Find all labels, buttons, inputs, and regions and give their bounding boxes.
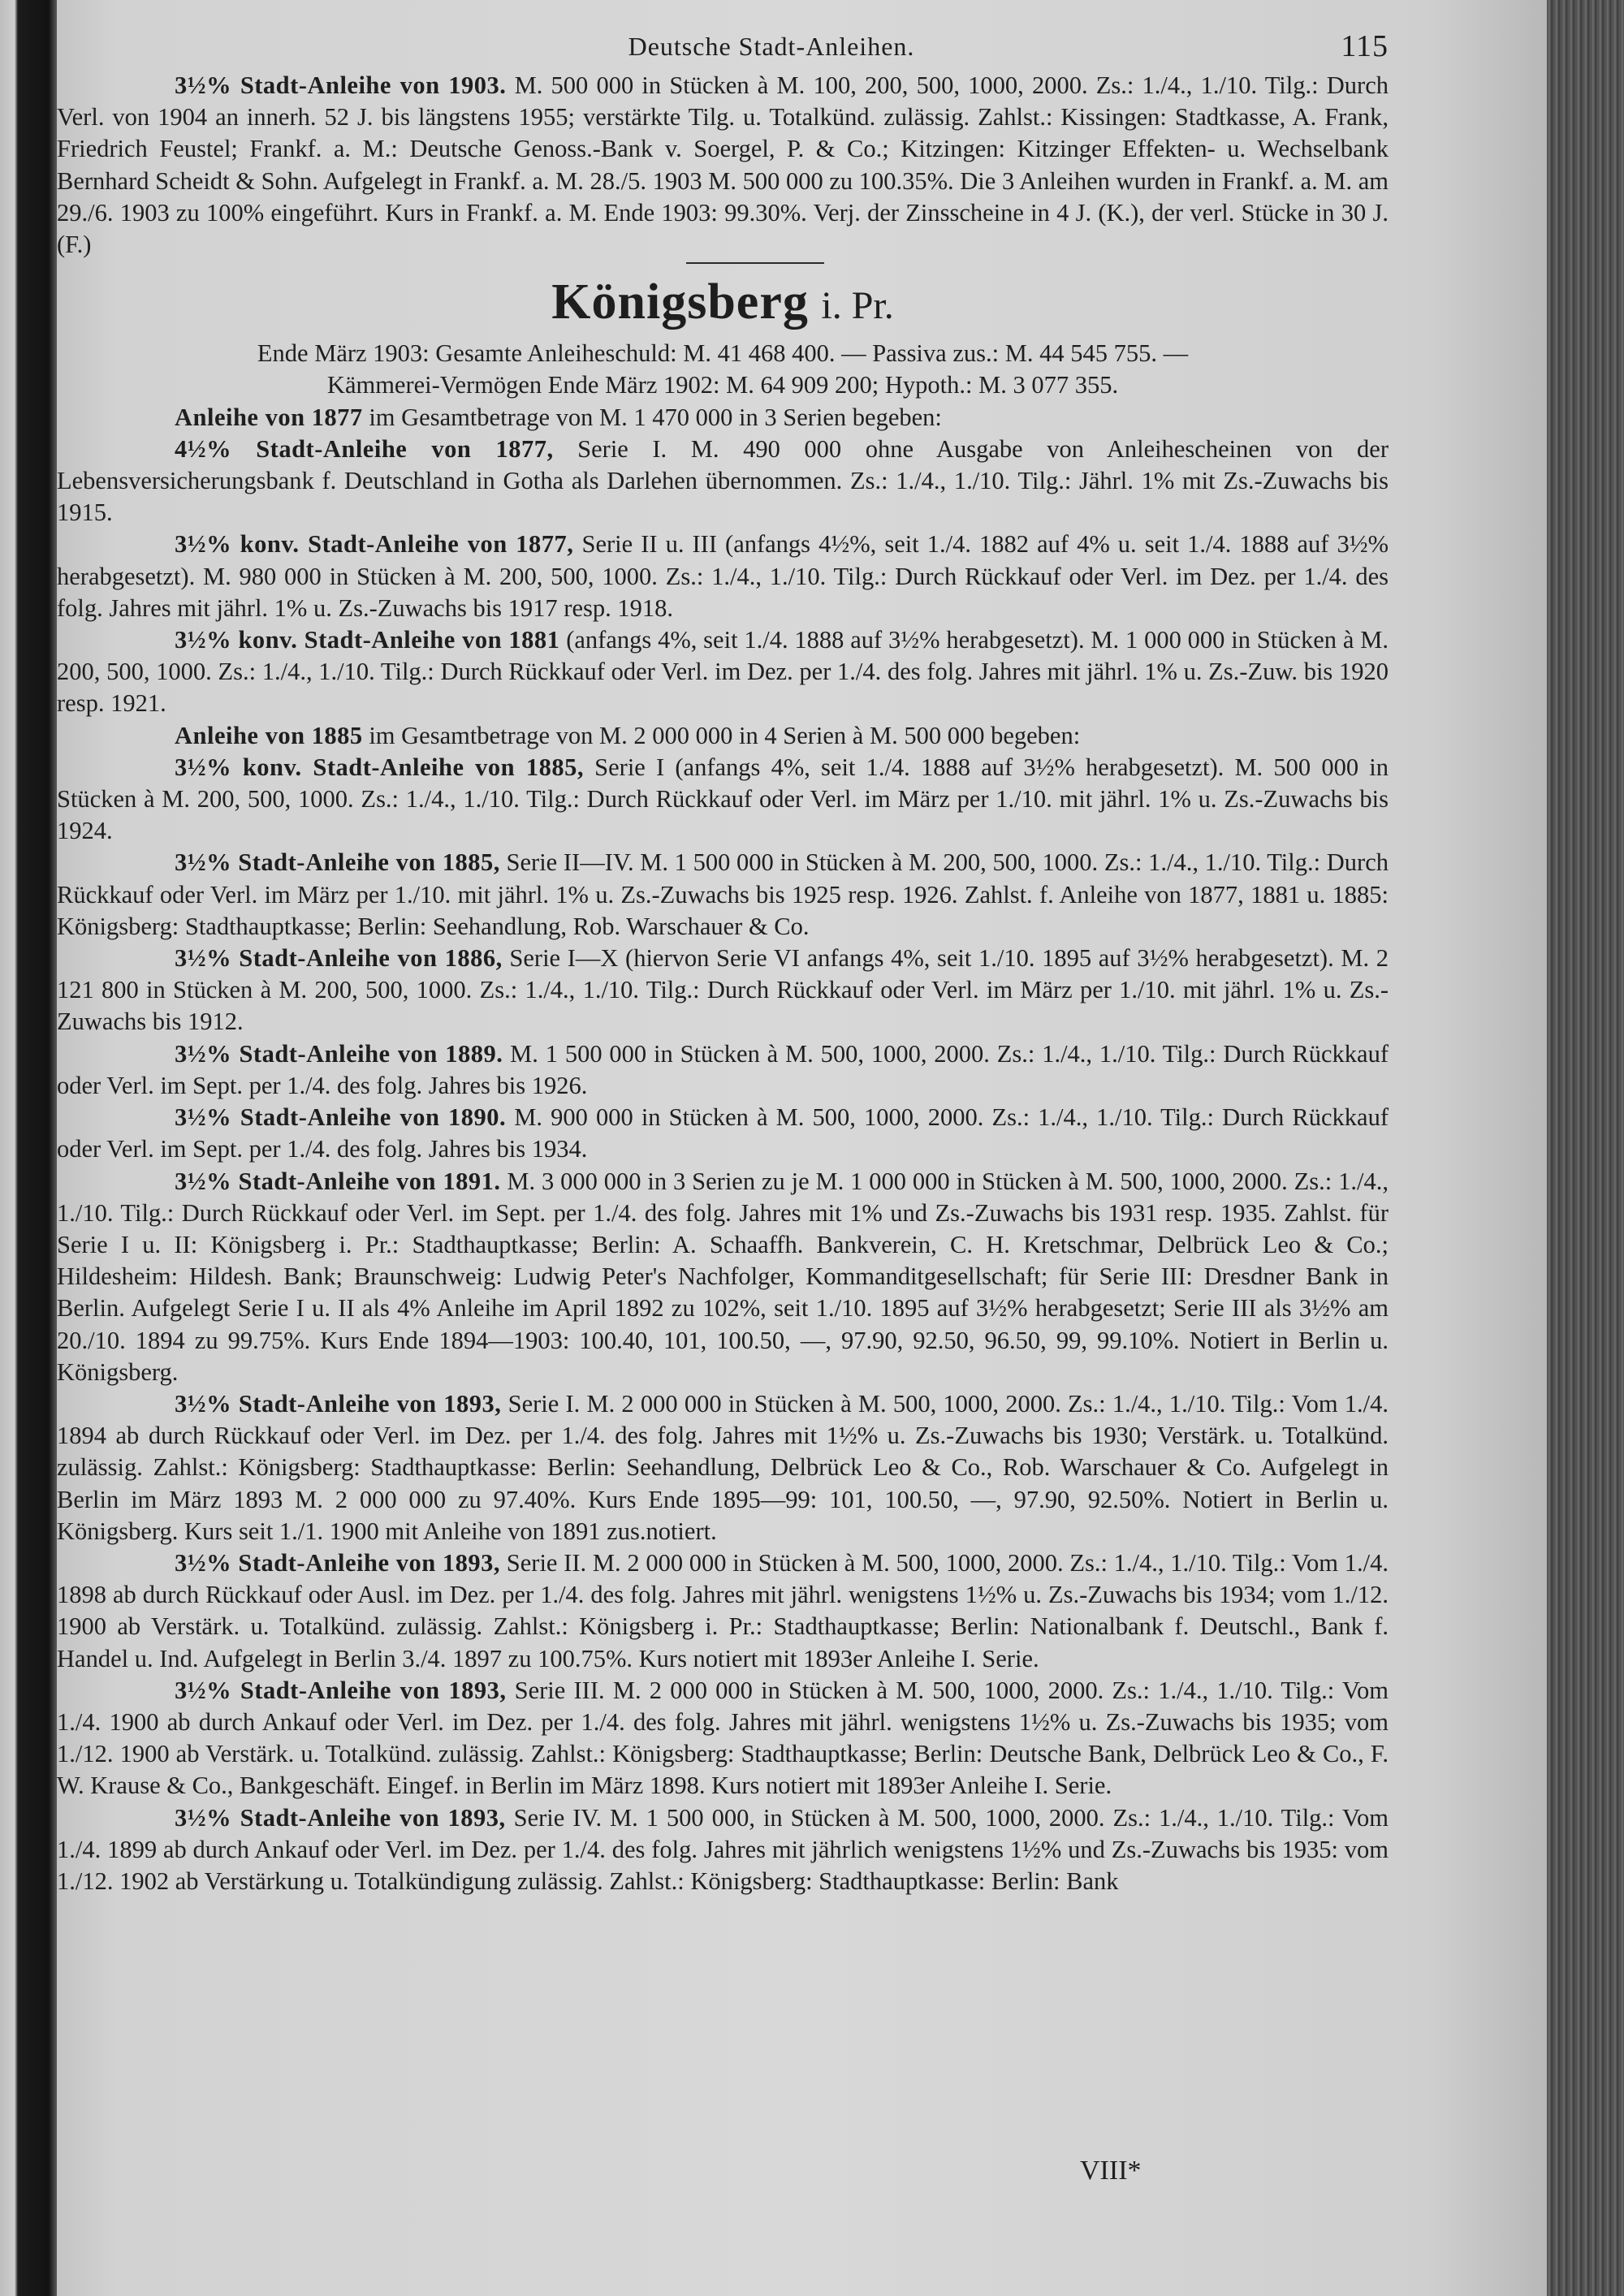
- loan-text: M. 900 000 in Stücken à M. 500, 1000, 2000. Zs.: 1./4., 1./10. Tilg.: Durch Rückkauf oder Verl. im Sept. per 1./4. des folg. Jahres bis 1934.: [57, 1103, 1389, 1163]
- loan-text: Serie IV. M. 1 500 000, in Stücken à M. 500, 1000, 2000. Zs.: 1./4., 1./10. Tilg.: Vom 1./4. 1899 ab durch Ankauf oder Verl. im Dez. per 1./4. des folg. Jahres mit jährlich wenigstens 1½% und Zs.-Zuwachs bis 1935: vom 1./12. 1902 ab Verstärkung u. Totalkündigung zulässig. Zahlst.: Königsberg: Stadthauptkasse: Berlin: Bank: [57, 1803, 1389, 1895]
- loan-text: M. 1 500 000 in Stücken à M. 500, 1000, 2000. Zs.: 1./4., 1./10. Tilg.: Durch Rückkauf oder Verl. im Sept. per 1./4. des folg. Jahres bis 1926.: [57, 1039, 1389, 1099]
- page-number: 115: [1341, 29, 1389, 63]
- loan-text: Serie I (anfangs 4%, seit 1./4. 1888 auf 3½% herabgesetzt). M. 500 000 in Stücken à M. 200, 500, 1000. Zs.: 1./4., 1./10. Tilg.: Durch Rückkauf oder Verl. im März per 1./10. mit jährl. 1% u. Zs.-Zuwachs bis 1924.: [57, 753, 1389, 845]
- loan-head: Anleihe von 1885: [175, 721, 363, 749]
- loan-entry: [57, 624, 1389, 720]
- loan-entry: [57, 847, 1389, 943]
- loan-head: 4½% Stadt-Anleihe von 1877,: [175, 434, 554, 463]
- loan-entry: [57, 752, 1389, 848]
- loan-text: Serie I. M. 2 000 000 in Stücken à M. 500, 1000, 2000. Zs.: 1./4., 1./10. Tilg.: Vom 1./4. 1894 ab durch Rückkauf oder Verl. im Dez. per 1./4. des folg. Jahres mit 1½% u. Zs.-Zuwachs bis 1930; Verstärk. u. Totalkünd. zulässig. Zahlst.: Königsberg: Stadthauptkasse: Berlin: Seehandlung, Delbrück Leo & Co., Rob. Warschauer & Co. Aufgelegt in Berlin im März 1893 M. 2 000 000 zu 97.40%. Kurs Ende 1895—99: 101, 100.50, —, 97.90, 92.50%. Notiert in Berlin u. Königsberg. Kurs seit 1./1. 1900 mit Anleihe von 1891 zus.notiert.: [57, 1389, 1389, 1545]
- loan-head: 3½% Stadt-Anleihe von 1889.: [175, 1039, 503, 1068]
- intro-text: M. 500 000 in Stücken à M. 100, 200, 500, 1000, 2000. Zs.: 1./4., 1./10. Tilg.: Durch Verl. von 1904 an innerh. 52 J. bis längstens 1955; verstärkte Tilg. u. Totalkünd. zulässig. Zahlst.: Kissingen: Stadtkasse, A. Frank, Friedrich Feustel; Frankf. a. M.: Deutsche Genoss.-Bank v. Soergel, P. & Co.; Kitzingen: Kitzinger Effekten- u. Wechselbank Bernhard Scheidt & Sohn. Aufgelegt in Frankf. a. M. 28./5. 1903 M. 500 000 zu 100.35%. Die 3 Anleihen wurden in Frankf. a. M. am 29./6. 1903 zu 100% eingeführt. Kurs in Frankf. a. M. Ende 1903: 99.30%. Verj. der Zinsscheine in 4 J. (K.), der verl. Stücke in 30 J. (F.): [57, 71, 1389, 259]
- loan-head: 3½% Stadt-Anleihe von 1890.: [175, 1103, 507, 1132]
- summary-line-2: Kämmerei-Vermögen Ende März 1902: M. 64 909 200; Hypoth.: M. 3 077 355.: [326, 371, 1119, 399]
- loan-head: 3½% Stadt-Anleihe von 1893,: [175, 1548, 501, 1577]
- loan-entry: [57, 1166, 1389, 1388]
- loan-entry: [57, 434, 1389, 529]
- loan-head: 3½% Stadt-Anleihe von 1885,: [175, 848, 500, 877]
- loan-entry: [57, 1388, 1389, 1547]
- intro-paragraph: [57, 70, 1389, 261]
- loan-head: Anleihe von 1877: [175, 403, 363, 431]
- section-divider: [686, 262, 824, 264]
- loan-text: im Gesamtbetrage von M. 2 000 000 in 4 Serien à M. 500 000 begeben:: [362, 721, 1081, 749]
- page-content: [57, 31, 1389, 1897]
- loan-head: 3½% Stadt-Anleihe von 1886,: [175, 944, 503, 973]
- loan-text: Serie I—X (hiervon Serie VI anfangs 4%, seit 1./10. 1895 auf 3½% herabgesetzt). M. 2 121 800 in Stücken à M. 200, 500, 1000. Zs.: 1./4., 1./10. Tilg.: Durch Rückkauf oder Verl. im März per 1./10. mit jährl. 1% u. Zs.-Zuwachs bis 1912.: [57, 944, 1389, 1036]
- loan-head: 3½% Stadt-Anleihe von 1891.: [175, 1167, 501, 1195]
- loan-entry: [57, 402, 1389, 434]
- city-name: Königsberg: [551, 274, 809, 330]
- loan-text: Serie II—IV. M. 1 500 000 in Stücken à M. 200, 500, 1000. Zs.: 1./4., 1./10. Tilg.: Durch Rückkauf oder Verl. im März per 1./10. mit jährl. 1% u. Zs.-Zuwachs bis 1925 resp. 1926. Zahlst. f. Anleihe von 1877, 1881 u. 1885: Königsberg: Stadthauptkasse; Berlin: Seehandlung, Rob. Warschauer & Co.: [57, 848, 1389, 940]
- city-heading: [57, 274, 1389, 334]
- running-title: Deutsche Stadt-Anleihen.: [628, 32, 915, 61]
- loan-head: 3½% Stadt-Anleihe von 1893,: [175, 1389, 502, 1418]
- loan-text: (anfangs 4%, seit 1./4. 1888 auf 3½% herabgesetzt). M. 1 000 000 in Stücken à M. 200, 500, 1000. Zs.: 1./4., 1./10. Tilg.: Durch Rückkauf oder Verl. im Dez. per 1./4. des folg. Jahres mit jährl. 1% u. Zs.-Zuw. bis 1920 resp. 1921.: [57, 626, 1389, 718]
- loan-entry: [57, 1102, 1389, 1165]
- loan-text: im Gesamtbetrage von M. 1 470 000 in 3 Serien begeben:: [362, 403, 942, 431]
- intro-head: 3½% Stadt-Anleihe von 1903.: [175, 71, 507, 99]
- loan-head: 3½% konv. Stadt-Anleihe von 1877,: [175, 530, 574, 559]
- loan-text: Serie II. M. 2 000 000 in Stücken à M. 500, 1000, 2000. Zs.: 1./4., 1./10. Tilg.: Vom 1./4. 1898 ab durch Rückkauf oder Ausl. im Dez. per 1./4. des folg. Jahres mit jährl. wenigstens 1½% u. Zs.-Zuwachs bis 1934; vom 1./12. 1900 ab Verstärk. u. Totalkünd. zulässig. Zahlst.: Königsberg i. Pr.: Stadthauptkasse; Berlin: Nationalbank f. Deutschl., Bank f. Handel u. Ind. Aufgelegt in Berlin 3./4. 1897 zu 100.75%. Kurs notiert mit 1893er Anleihe I. Serie.: [57, 1548, 1389, 1672]
- loan-text: Serie I. M. 490 000 ohne Ausgabe von Anleihescheinen von der Lebensversicherungsbank f. Deutschland in Gotha als Darlehen übernommen. Zs.: 1./4., 1./10. Tilg.: Jährl. 1% mit Zs.-Zuwachs bis 1915.: [57, 434, 1389, 527]
- loan-entry: [57, 529, 1389, 624]
- loan-text: Serie III. M. 2 000 000 in Stücken à M. 500, 1000, 2000. Zs.: 1./4., 1./10. Tilg.: Vom 1./4. 1900 ab durch Ankauf oder Verl. im Dez. per 1./4. des folg. Jahres mit jährl. wenigstens 1½% u. Zs.-Zuwachs bis 1935; vom 1./12. 1900 ab Verstärk. u. Totalkünd. zulässig. Zahlst.: Königsberg: Stadthauptkasse; Berlin: Deutsche Bank, Delbrück Leo & Co., F. W. Krause & Co., Bankgeschäft. Eingef. in Berlin im März 1898. Kurs notiert mit 1893er Anleihe I. Serie.: [57, 1676, 1389, 1800]
- loan-entry: [57, 720, 1389, 752]
- loan-entry: [57, 1038, 1389, 1102]
- book-spine-shadow: [0, 0, 57, 2296]
- loan-entry: [57, 1547, 1389, 1675]
- loan-entry: [57, 1675, 1389, 1802]
- signature-mark: VIII*: [1080, 2156, 1142, 2186]
- loan-entry: [57, 943, 1389, 1038]
- loan-head: 3½% konv. Stadt-Anleihe von 1881: [175, 626, 560, 654]
- loan-text: M. 3 000 000 in 3 Serien zu je M. 1 000 000 in Stücken à M. 500, 1000, 2000. Zs.: 1./4., 1./10. Tilg.: Durch Rückkauf oder Verl. im Sept. per 1./4. des folg. Jahres mit 1% und Zs.-Zuwachs bis 1931 resp. 1935. Zahlst. für Serie I u. II: Königsberg i. Pr.: Stadthauptkasse; Berlin: A. Schaaffh. Bankverein, C. H. Kretschmar, Delbrück Leo & Co.; Hildesheim: Hildesh. Bank; Braunschweig: Ludwig Peter's Nachfolger, Kommanditgesellschaft; für Serie III: Dresdner Bank in Berlin. Aufgelegt Serie I u. II als 4% Anleihe im April 1892 zu 102%, seit 1./10. 1895 auf 3½% herabgesetzt; Serie III als 3½% am 20./10. 1894 zu 99.75%. Kurs Ende 1894—1903: 100.40, 101, 100.50, —, 97.90, 92.50, 96.50, 99, 99.10%. Notiert in Berlin u. Königsberg.: [57, 1167, 1389, 1386]
- loan-text: Serie II u. III (anfangs 4½%, seit 1./4. 1882 auf 4% u. seit 1./4. 1888 auf 3½% herabgesetzt). M. 980 000 in Stücken à M. 200, 500, 1000. Zs.: 1./4., 1./10. Tilg.: Durch Rückkauf oder Verl. im Dez. per 1./4. des folg. Jahres mit jährl. 1% u. Zs.-Zuwachs bis 1917 resp. 1918.: [57, 530, 1389, 622]
- running-header: [57, 31, 1389, 70]
- loan-head: 3½% Stadt-Anleihe von 1893,: [175, 1676, 507, 1704]
- loan-head: 3½% konv. Stadt-Anleihe von 1885,: [175, 753, 584, 781]
- loan-entry: [57, 1802, 1389, 1898]
- summary-line-1: Ende März 1903: Gesamte Anleiheschuld: M. 41 468 400. — Passiva zus.: M. 44 545 755. —: [257, 339, 1189, 368]
- book-page-edges: [1547, 0, 1624, 2296]
- loan-head: 3½% Stadt-Anleihe von 1893,: [175, 1803, 506, 1832]
- city-region: i. Pr.: [821, 284, 894, 328]
